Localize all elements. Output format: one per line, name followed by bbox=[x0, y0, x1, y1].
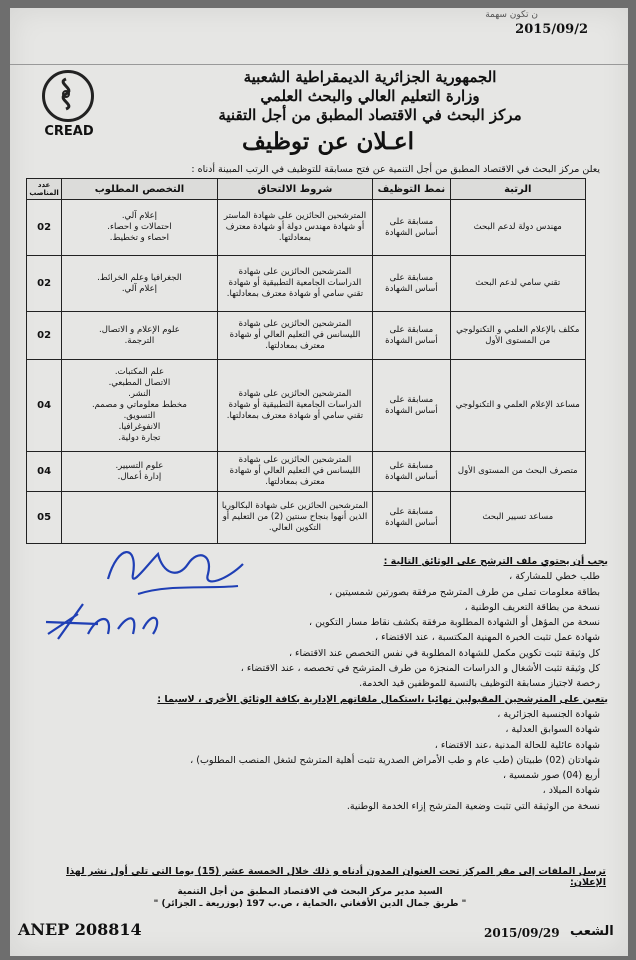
cell-mode: مسابقة على أساس الشهادة bbox=[373, 256, 450, 312]
publication-date: 2015/09/29 bbox=[484, 926, 560, 940]
specialty-item: الانفوغرافيا. bbox=[118, 422, 161, 432]
header-mode: نمط التوظيف bbox=[373, 179, 450, 200]
announcement-title: اعـلان عن توظيف bbox=[241, 128, 415, 155]
specialty-item: إعلام آلي. bbox=[121, 283, 158, 294]
cell-specialties bbox=[62, 200, 218, 256]
cell-conditions: المترشحين الحائزين على شهادة الماستر أو شهادة مهندس دولة أو شهادة معترف بمعادلتها. bbox=[217, 200, 373, 256]
document-item: بطاقة معلومات تملى من طرف المترشح مرفقة بصورتين شمسيتين ، bbox=[329, 586, 600, 598]
specialty-item: احتمالات و احصاء. bbox=[107, 222, 172, 232]
document-item: أربع (04) صور شمسية ، bbox=[502, 770, 600, 782]
specialty-item: النشر. bbox=[128, 389, 151, 399]
document-item: كل وثيقة تثبت تكوين مكمل للشهادة المطلوبة في نفس التخصص عند الاقتضاء ، bbox=[288, 647, 600, 659]
document-item: شهادة عائلية للحالة المدنية ،عند الاقتضاء ، bbox=[434, 739, 600, 751]
anep-reference: ANEP 208814 bbox=[18, 920, 142, 939]
specialty-item: مخطط معلوماتي و مصمم. bbox=[91, 400, 187, 410]
cell-rank: مساعد تسيير البحث bbox=[450, 492, 585, 544]
announcement-intro: يعلن مركز البحث في الاقتصاد المطبق من أجل التنمية عن فتح مسابقة للتوظيف في الرتب المبينة أدناه : bbox=[191, 164, 600, 175]
header-rank: الرتبة bbox=[450, 179, 585, 200]
cell-specialties bbox=[62, 312, 218, 360]
institution-header bbox=[150, 68, 590, 125]
specialty-item: الجغرافيا وعلم الخرائط. bbox=[97, 272, 182, 283]
header-count: عدد المناصب bbox=[27, 179, 62, 200]
table-row bbox=[27, 360, 586, 452]
document-item: كل وثيقة تثبت الأشغال و الدراسات المنجزة من طرف المترشح في تخصصه ، عند الاقتضاء ، bbox=[240, 663, 600, 675]
positions-table bbox=[26, 178, 586, 544]
cell-rank: مساعد الإعلام العلمي و التكنولوجي bbox=[450, 360, 585, 452]
table-row bbox=[27, 312, 586, 360]
cell-conditions: المترشحين الحائزين على شهادة الليسانس في التعليم العالي أو شهادة معترف بمعادلتها. bbox=[217, 452, 373, 492]
header-line-republic: الجمهورية الجزائرية الديمقراطية الشعبية bbox=[243, 68, 497, 86]
cell-mode: مسابقة على أساس الشهادة bbox=[373, 452, 450, 492]
document-item: شهادة السوابق العدلية ، bbox=[505, 724, 600, 736]
cell-specialties bbox=[62, 452, 218, 492]
header-line-center: مركز البحث في الاقتصاد المطبق من أجل التقنية bbox=[218, 106, 522, 124]
specialty-item: احصاء و تخطيط. bbox=[109, 233, 170, 243]
specialty-item: الاتصال المطبعي. bbox=[108, 378, 171, 388]
table-row bbox=[27, 200, 586, 256]
specialty-item: الترجمة. bbox=[124, 335, 155, 346]
previous-fragment: ن تكون سهمة bbox=[485, 10, 538, 20]
cell-specialties bbox=[62, 256, 218, 312]
specialty-item: التسويق. bbox=[123, 411, 156, 421]
newspaper-name: الشعب bbox=[570, 924, 614, 939]
cell-rank: تقني سامي لدعم البحث bbox=[450, 256, 585, 312]
cell-rank: مهندس دولة لدعم البحث bbox=[450, 200, 585, 256]
cell-conditions: المترشحين الحائزين على شهادة البكالوريا الذين أنهوا بنجاح سنتين (2) من التعليم أو التكوين العالي. bbox=[217, 492, 373, 544]
document-item: شهادة الجنسية الجزائرية ، bbox=[497, 708, 600, 720]
cell-conditions: المترشحين الحائزين على شهادة الدراسات الجامعية التطبيقية أو شهادة تقني سامي أو شهادة معترف بمعادلتها. bbox=[217, 256, 373, 312]
newspaper-page bbox=[10, 8, 628, 956]
document-item: طلب خطي للمشاركة ، bbox=[509, 571, 600, 583]
cell-count: 02 bbox=[27, 312, 62, 360]
header-line-ministry: وزارة التعليم العالي والبحث العلمي bbox=[260, 87, 480, 105]
document-item: شهادة الميلاد ، bbox=[542, 785, 600, 797]
cread-logo bbox=[32, 70, 102, 150]
cell-count: 05 bbox=[27, 492, 62, 544]
cell-specialties bbox=[62, 360, 218, 452]
document-item: نسخة من بطاقة التعريف الوطنية ، bbox=[464, 601, 600, 613]
cell-mode: مسابقة على أساس الشهادة bbox=[373, 360, 450, 452]
header-conditions: شروط الالتحاق bbox=[217, 179, 373, 200]
specialty-item: علوم التسيير. bbox=[115, 460, 164, 471]
cell-count: 04 bbox=[27, 360, 62, 452]
cell-count: 02 bbox=[27, 200, 62, 256]
cell-rank: متصرف البحث من المستوى الأول bbox=[450, 452, 585, 492]
cell-mode: مسابقة على أساس الشهادة bbox=[373, 200, 450, 256]
specialty-item: إعلام آلي. bbox=[121, 211, 158, 221]
cell-rank: مكلف بالإعلام العلمي و التكنولوجي من المستوى الأول bbox=[450, 312, 585, 360]
previous-page-strip bbox=[10, 8, 628, 65]
cell-count: 02 bbox=[27, 256, 62, 312]
cell-mode: مسابقة على أساس الشهادة bbox=[373, 492, 450, 544]
postal-address bbox=[150, 886, 470, 910]
address-line: " طريق جمال الدين الأفغاني ،الحماية ، ص.ب 197 (بوزريعة ـ الجزائر) " bbox=[153, 899, 467, 909]
specialty-item: علوم الإعلام و الاتصال. bbox=[99, 324, 180, 335]
table-row bbox=[27, 256, 586, 312]
logo-text: CREAD bbox=[44, 124, 94, 139]
specialty-item: إدارة أعمال. bbox=[117, 471, 162, 482]
cell-count: 04 bbox=[27, 452, 62, 492]
submission-note: ترسل الملفات إلى مقر المركز تحت العنوان المدون أدناه و ذلك خلال الخمسة عشر (15) يوما التي تلي أول نشر لهذا الإعلان: bbox=[66, 866, 606, 888]
document-item: رخصة لاجتياز مسابقة التوظيف بالنسبة للموظفين قيد الخدمة. bbox=[359, 678, 600, 690]
previous-date: 2015/09/2 bbox=[515, 22, 588, 37]
specialty-item: علم المكتبات. bbox=[114, 367, 165, 377]
page-footer bbox=[10, 908, 628, 956]
job-announcement bbox=[18, 66, 620, 946]
address-line: السيد مدير مركز البحث في الاقتصاد المطبق من أجل التنمية bbox=[177, 887, 443, 897]
header-specialty: التخصص المطلوب bbox=[62, 179, 218, 200]
table-header-row bbox=[27, 179, 586, 200]
document-item: نسخة من الوثيقة التي تثبت وضعية المترشح إزاء الخدمة الوطنية. bbox=[346, 800, 600, 812]
documents-heading: يجب أن يحتوي ملف الترشح على الوثائق التالية : bbox=[383, 556, 608, 567]
logo-emblem-icon bbox=[42, 70, 94, 122]
specialty-item: تجارة دولية. bbox=[118, 433, 161, 443]
document-item: نسخة من المؤهل أو الشهادة المطلوبة مرفقة بكشف نقاط مسار التكوين ، bbox=[309, 617, 600, 629]
document-item: شهادتان (02) طبيتان (طب عام و طب الأمراض الصدرية تثبت أهلية المترشح لشغل المنصب المطلوب) ، bbox=[190, 754, 600, 766]
cell-conditions: المترشحين الحائزين على شهادة الدراسات الجامعية التطبيقية أو شهادة تقني سامي أو شهادة معترف بمعادلتها. bbox=[217, 360, 373, 452]
documents-heading-final: يتعين على المترشحين المقبولين نهائيا ،استكمال ملفاتهم الإدارية بكافة الوثائق الأخرى ، لاسيما : bbox=[157, 693, 608, 705]
table-row bbox=[27, 452, 586, 492]
document-item: شهادة عمل تثبت الخبرة المهنية المكتسبة ، عند الاقتضاء ، bbox=[375, 632, 600, 644]
required-documents bbox=[88, 554, 608, 814]
cell-mode: مسابقة على أساس الشهادة bbox=[373, 312, 450, 360]
cell-conditions: المترشحين الحائزين على شهادة الليسانس في التعليم العالي أو شهادة معترف بمعادلتها. bbox=[217, 312, 373, 360]
